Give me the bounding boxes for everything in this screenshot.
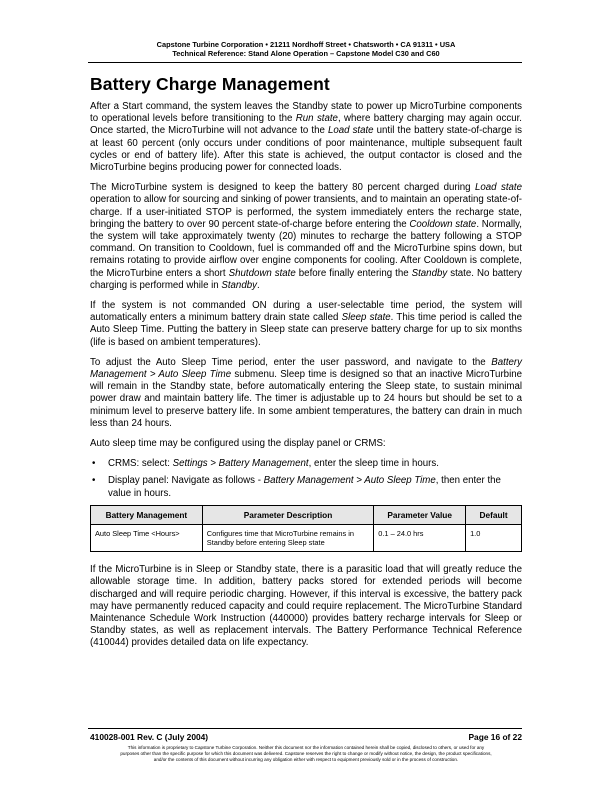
table-cell-parameter: Auto Sleep Time <Hours> — [91, 525, 203, 552]
table-row — [91, 525, 522, 552]
paragraph-charge-levels: The MicroTurbine system is designed to keep the battery 80 percent charged during Load state operation to allow for sourcing and sinking of power transients, and to maintain an operating state-of-charge. If a user-initiated STOP is performed, the system immediately enters the recharge state, bringing the battery to over 90 percent state-of-charge before entering the Cooldown state. Normally, the system will take approximately twenty (20) minutes to recharge the battery following a STOP command. On transition to Cooldown, fuel is commanded off and the MicroTurbine spins down, but remains rotating to provide airflow over engine components for cooling. After Cooldown is complete, the MicroTurbine enters a short Shutdown state before finally entering the Standby state. No battery charging is performed while in Standby. — [90, 182, 522, 291]
parameter-table — [90, 505, 522, 552]
paragraph-sleep-state: If the system is not commanded ON during a user-selectable time period, the system will automatically enters a minimum battery drain state called Sleep state. This time period is called the Auto Sleep Time. Putting the battery in Sleep state can preserve battery charge for up to six months (life is based on ambient temperatures). — [90, 300, 522, 348]
page-header — [0, 40, 612, 59]
config-method-list — [90, 458, 522, 500]
header-divider — [88, 62, 522, 63]
table-cell-default: 1.0 — [466, 525, 522, 552]
header-company-line: Capstone Turbine Corporation • 21211 Nordhoff Street • Chatsworth • CA 91311 • USA — [156, 40, 456, 49]
footer-divider — [88, 728, 522, 729]
list-item-display-panel: • Display panel: Navigate as follows - Battery Management > Auto Sleep Time, then enter the value in hours. — [92, 475, 501, 499]
table-cell-description: Configures time that MicroTurbine remains in Standby before entering Sleep state — [202, 525, 373, 552]
column-header: Parameter Description — [202, 505, 373, 524]
column-header: Parameter Value — [374, 505, 466, 524]
paragraph-config-intro: Auto sleep time may be configured using the display panel or CRMS: — [90, 438, 386, 450]
column-header: Default — [466, 505, 522, 524]
paragraph-auto-sleep-adjust: To adjust the Auto Sleep Time period, enter the user password, and navigate to the Battery Management > Auto Sleep Time submenu. Sleep time is designed so that an inactive MicroTurbine will remain in the Standby state, before automatically entering the Sleep state, to sustain minimal power draw and maintain battery life. The timer is adjustable up to 24 hours but should be set to a minimum level to preserve battery life. In some ambient temperatures, the battery can drain in much less than 24 hours. — [90, 356, 522, 429]
page-number: Page 16 of 22 — [468, 732, 522, 742]
table-header-row — [91, 505, 522, 524]
bullet-glyph: • — [92, 475, 96, 487]
page-title: Battery Charge Management — [90, 74, 330, 94]
document-number: 410028-001 Rev. C (July 2004) — [90, 732, 209, 742]
bullet-glyph: • — [92, 458, 96, 470]
list-item-crms: • CRMS: select: Settings > Battery Management, enter the sleep time in hours. — [92, 458, 439, 470]
proprietary-notice: This information is proprietary to Capstone Turbine Corporation. Neither this document nor the information contained herein shall be copied, disclosed to others, or used for any purposes other than the specific purpose for which this document was delivered. Capstone reserves the right to change or modify without notice, the design, the product specifications, and/or the contents of this document without incurring any obligation either with respect to equipment previously sold or in the process of construction. — [120, 745, 492, 762]
header-reference-line: Technical Reference: Stand Alone Operation – Capstone Model C30 and C60 — [172, 49, 440, 59]
paragraph-storage: If the MicroTurbine is in Sleep or Standby state, there is a parasitic load that will greatly reduce the allowable storage time. In addition, battery packs stored for extended periods will become discharged and will require periodic charging. However, if this interval is excessive, the battery pack may have permanently reduced capacity and could require replacement. The MicroTurbine Standard Maintenance Schedule Work Instruction (440000) provides battery recharge intervals for Sleep or Standby states, as well as replacement intervals. The Battery Performance Technical Reference (410044) provides detailed data on life expectancy. — [90, 564, 522, 649]
table-cell-value: 0.1 – 24.0 hrs — [374, 525, 466, 552]
paragraph-start-sequence: After a Start command, the system leaves the Standby state to power up MicroTurbine components to operational levels before transitioning to the Run state, where battery charging may again occur. Once started, the MicroTurbine will not advance to the Load state until the battery state-of-charge is at least 60 percent (only occurs under conditions of poor maintenance, multiple subsequent fault cycles or end of battery life). After this state is achieved, the output contactor is closed and the MicroTurbine begins producing power for connected loads. — [90, 101, 523, 174]
column-header: Battery Management — [91, 505, 203, 524]
document-body — [90, 101, 522, 658]
